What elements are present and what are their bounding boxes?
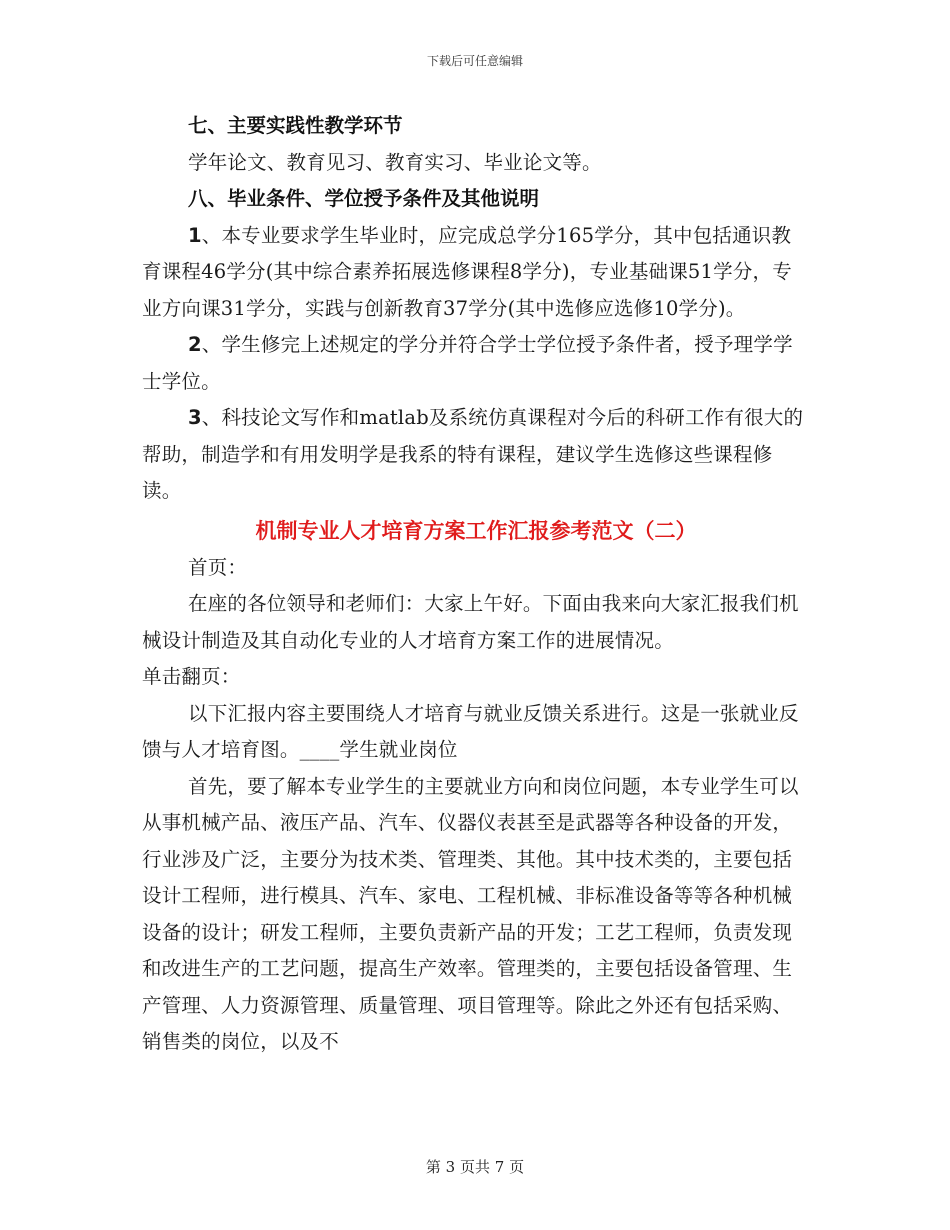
section-8-item-3 [142, 400, 810, 510]
document-body [142, 108, 810, 1061]
paragraph-click-page: 单击翻页： [142, 665, 241, 688]
item-number: 2 [188, 333, 202, 356]
section-heading-8: 八、毕业条件、学位授予条件及其他说明 [188, 187, 540, 210]
paragraph-home: 首页： [188, 555, 248, 579]
item-text: 、本专业要求学生毕业时，应完成总学分165学分，其中包括通识教育课程46学分(其中综合素养拓展选修课程8学分)，专业基础课51学分，专业方向课31学分，实践与创新教育37学分(其中选修应选修10学分)。 [142, 223, 792, 320]
item-number: 1 [188, 223, 202, 247]
item-number: 3 [188, 406, 202, 429]
item-text: 、科技论文写作和matlab及系统仿真课程对今后的科研工作有很大的帮助，制造学和有用发明学是我系的特有课程，建议学生选修这些课程修读。 [142, 406, 804, 502]
page-header: 下载后可任意编辑 [426, 54, 523, 68]
paragraph-overview: 以下汇报内容主要围绕人才培育与就业反馈关系进行。这是一张就业反馈与人才培育图。____学生就业岗位 [142, 701, 799, 761]
paragraph-employment: 首先，要了解本专业学生的主要就业方向和岗位问题，本专业学生可以从事机械产品、液压产品、汽车、仪器仪表甚至是武器等各种设备的开发，行业涉及广泛，主要分为技术类、管理类、其他。其中技术类的，主要包括设计工程师，进行模具、汽车、家电、工程机械、非标准设备等等各种机械设备的设计；研发工程师，主要负责新产品的开发；工艺工程师，负责发现和改进生产的工艺问题，提高生产效率。管理类的，主要包括设备管理、生产管理、人力资源管理、质量管理、项目管理等。除此之外还有包括采购、销售类的岗位，以及不 [142, 774, 799, 1053]
page-footer: 第 3 页共 7 页 [425, 1158, 525, 1176]
item-text: 、学生修完上述规定的学分并符合学士学位授予条件者，授予理学学士学位。 [142, 333, 793, 393]
section-8-item-2 [142, 327, 810, 400]
paragraph-greeting: 在座的各位领导和老师们：大家上午好。下面由我来向大家汇报我们机械设计制造及其自动化专业的人才培育方案工作的进展情况。 [142, 592, 799, 652]
document-title: 机制专业人才培育方案工作汇报参考范文（二） [255, 518, 697, 543]
section-heading-7: 七、主要实践性教学环节 [188, 114, 403, 137]
section-7-body: 学年论文、教育见习、教育实习、毕业论文等。 [188, 150, 602, 174]
section-8-item-1 [142, 218, 810, 328]
